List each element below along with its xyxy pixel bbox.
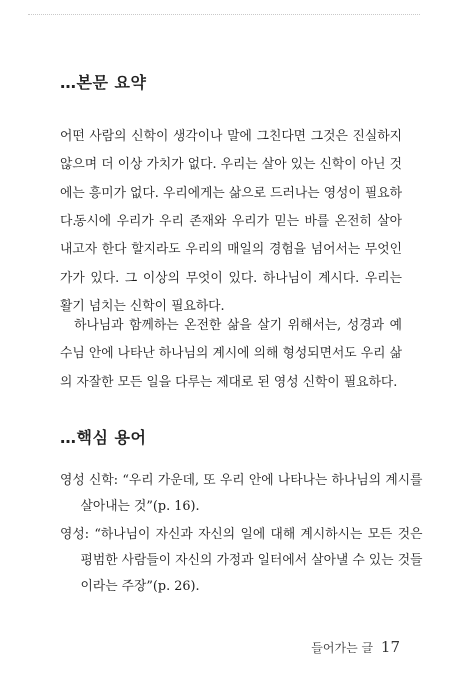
key-terms-heading: …핵심 용어 — [60, 428, 147, 447]
page-number: 17 — [380, 638, 400, 656]
summary-heading: …본문 요약 — [60, 73, 147, 92]
page-footer — [311, 638, 400, 656]
key-term-spiritual-theology: 영성 신학: “우리 가운데, 또 우리 안에 나타나는 하나님의 계시를 살아내는 것”(p. 16). — [60, 473, 423, 514]
footer-section-title: 들어가는 글 — [311, 641, 374, 655]
summary-paragraph-2: 동시에 우리가 우리 존재와 우리가 믿는 바를 온전히 살아내고자 한다 할지라도 우리의 매일의 경험을 넘어서는 무엇인가가 있다. 그 이상의 무엇이 있다. 하나님이 계시다. 우리는 활기 넘치는 신학이 필요하다. — [60, 214, 402, 314]
summary-paragraph-3: 하나님과 함께하는 온전한 삶을 살기 위해서는, 성경과 예수님 안에 나타난 하나님의 계시에 의해 형성되면서도 우리 삶의 자잘한 모든 일을 다루는 제대로 된 영성 신학이 필요하다. — [60, 318, 402, 390]
top-dotted-rule — [28, 14, 420, 15]
key-term-spirituality: 영성: “하나님이 자신과 자신의 일에 대해 계시하시는 모든 것은 평범한 사람들이 자신의 가정과 일터에서 살아낼 수 있는 것들이라는 주장”(p. 26). — [60, 527, 423, 594]
summary-paragraph-1: 어떤 사람의 신학이 생각이나 말에 그친다면 그것은 진실하지 않으며 더 이상 가치가 없다. 우리는 살아 있는 신학이 아닌 것에는 흥미가 없다. 우리에게는 삶으로 드러나는 영성이 필요하다. — [60, 129, 402, 229]
